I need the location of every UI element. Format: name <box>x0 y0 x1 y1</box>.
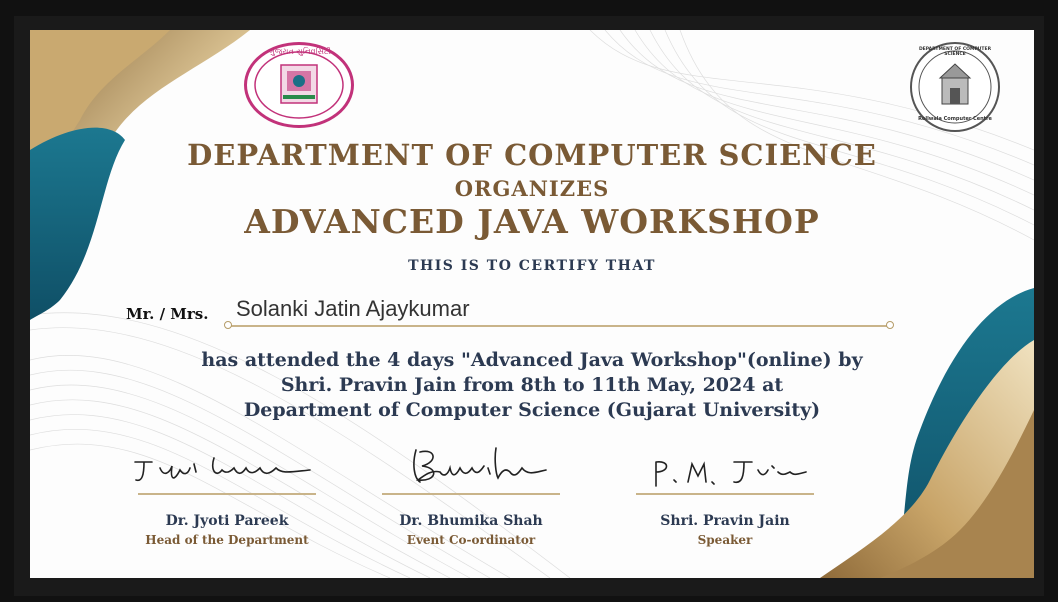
signatory-role-1: Head of the Department <box>145 533 309 547</box>
body-line-3: Department of Computer Science (Gujarat University) <box>243 399 821 421</box>
signatory-role-3: Speaker <box>697 533 753 547</box>
certificate-body <box>30 348 1034 423</box>
department-seal-text: DEPARTMENT OF COMPUTER SCIENCE <box>918 47 992 57</box>
signatory-name-3: Shri. Pravin Jain <box>660 513 790 529</box>
name-underline-start-dot <box>224 321 232 329</box>
salutation: Mr. / Mrs. <box>126 305 209 323</box>
signatory-role-2: Event Co-ordinator <box>406 533 536 547</box>
department-seal <box>910 42 1000 132</box>
title-department: DEPARTMENT OF COMPUTER SCIENCE <box>187 138 877 172</box>
name-underline <box>230 325 890 327</box>
university-logo <box>244 42 354 128</box>
title-organizes: ORGANIZES <box>454 176 610 201</box>
signature-line-2 <box>382 493 560 495</box>
department-seal-subtext: Rollwala Computer Centre <box>918 116 992 122</box>
signatory-name-1: Dr. Jyoti Pareek <box>165 513 289 529</box>
university-logo-text: ગુજરાત યુનિવર્સિટી <box>269 47 331 56</box>
decorative-background <box>30 30 1034 578</box>
signature-jyoti-pareek <box>130 450 320 490</box>
certify-text: THIS IS TO CERTIFY THAT <box>408 258 656 274</box>
body-line-2: Shri. Pravin Jain from 8th to 11th May, 2024 at <box>280 374 784 396</box>
signatory-name-2: Dr. Bhumika Shah <box>399 513 543 529</box>
certificate <box>30 30 1034 578</box>
signature-pravin-jain <box>648 456 808 490</box>
title-workshop: ADVANCED JAVA WORKSHOP <box>244 202 820 241</box>
signature-bhumika-shah <box>406 444 556 490</box>
name-underline-end-dot <box>886 321 894 329</box>
signature-line-3 <box>636 493 814 495</box>
body-line-1: has attended the 4 days "Advanced Java Workshop"(online) by <box>201 349 863 371</box>
recipient-name: Solanki Jatin Ajaykumar <box>236 296 470 321</box>
signature-line-1 <box>138 493 316 495</box>
university-emblem-icon <box>247 45 351 125</box>
